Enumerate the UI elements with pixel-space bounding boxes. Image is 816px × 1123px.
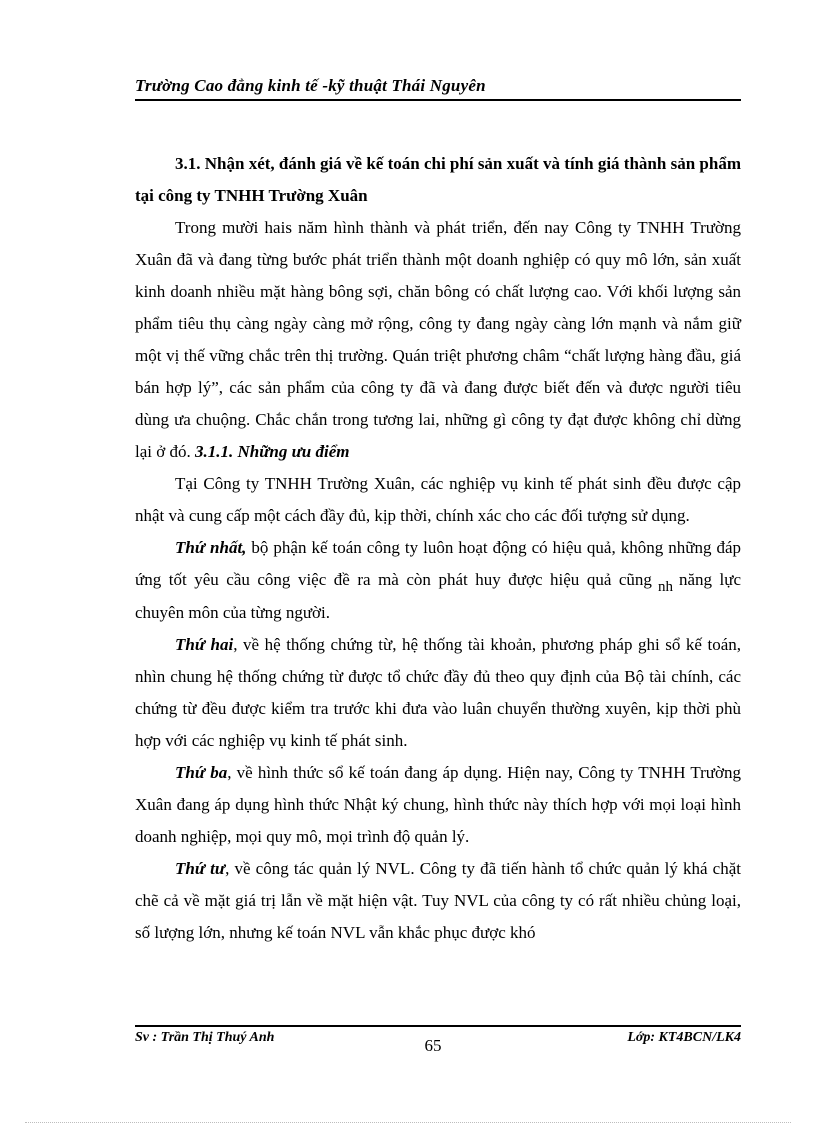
page-content — [135, 148, 741, 949]
advantages-intro-paragraph: Tại Công ty TNHH Trường Xuân, các nghiệp vụ kinh tế phát sinh đều được cập nhật và cung cấp một cách đầy đủ, kịp thời, chính xác cho các đối tượng sử dụng. — [135, 474, 741, 525]
first-point-text-end: năng lực chuyên môn của từng người. — [135, 570, 741, 622]
fourth-point-lead: Thứ tư — [175, 859, 226, 878]
second-point-paragraph — [135, 629, 741, 757]
third-point-text: , về hình thức sổ kế toán đang áp dụng. Hiện nay, Công ty TNHH Trường Xuân đang áp dụng hình thức Nhật ký chung, hình thức này thích hợp với mọi loại hình doanh nghiệp, mọi quy mô, mọi trình độ quản lý. — [135, 763, 742, 846]
subsection-heading: 3.1.1. Những ưu điểm — [194, 442, 350, 461]
fourth-point-paragraph — [135, 853, 741, 949]
intro-text: Trong mười hais năm hình thành và phát triển, đến nay Công ty TNHH Trường Xuân đã và đang từng bước phát triển thành một doanh nghiệp có quy mô lớn, sản xuất kinh doanh nhiều mặt hàng bông sợi, chăn bông có chất lượng cao. Với khối lượng sản phẩm tiêu thụ càng ngày càng mở rộng, công ty đang ngày càng lớn mạnh và nắm giữ một vị thế vững chắc trên thị trường. Quán triệt phương châm “chất lượng hàng đầu, giá bán hợp lý”, các sản phẩm của công ty đã và đang được biết đến và được người tiêu dùng ưa chuộng. Chắc chắn trong tương lai, những gì công ty đạt được không chỉ dừng lại ở đó. — [135, 218, 741, 461]
intro-paragraph — [135, 212, 741, 468]
third-point-lead: Thứ ba — [175, 763, 228, 782]
footer-divider — [135, 1025, 741, 1027]
section-heading: 3.1. Nhận xét, đánh giá về kế toán chi phí sản xuất và tính giá thành sản phẩm tại công ty TNHH Trường Xuân — [135, 154, 741, 205]
footer-class: Lớp: KT4BCN/LK4 — [627, 1030, 741, 1045]
third-point-paragraph — [135, 757, 741, 853]
first-point-paragraph — [135, 532, 741, 629]
fourth-point-text: , về công tác quản lý NVL. Công ty đã tiến hành tổ chức quản lý khá chặt chẽ cả về mặt giá trị lẫn về mặt hiện vật. Tuy NVL của công ty có rất nhiều chủng loại, số lượng lớn, nhưng kế toán NVL vẫn khắc phục được khó — [135, 859, 741, 942]
page-number: 65 — [424, 1036, 442, 1055]
header-divider — [135, 99, 741, 101]
first-point-subscript: nh — [657, 579, 673, 595]
document-header: Trường Cao đẳng kinh tế -kỹ thuật Thái Nguyên — [135, 76, 486, 95]
footer-student: Sv : Trần Thị Thuý Anh — [135, 1030, 275, 1045]
first-point-lead: Thứ nhất, — [175, 538, 247, 557]
second-point-text: , về hệ thống chứng từ, hệ thống tài khoản, phương pháp ghi sổ kế toán, nhìn chung hệ thống chứng từ được tổ chức đầy đủ theo quy định của Bộ tài chính, các chứng từ đều được kiểm tra trước khi đưa vào luân chuyển thường xuyên, kịp thời phù hợp với các nghiệp vụ kinh tế phát sinh. — [135, 635, 742, 750]
first-point-text: bộ phận kế toán công ty luôn hoạt động có hiệu quả, không những đáp ứng tốt yêu cầu công việc đề ra mà còn phát huy được hiệu quả cũng — [135, 538, 741, 589]
second-point-lead: Thứ hai — [175, 635, 234, 654]
